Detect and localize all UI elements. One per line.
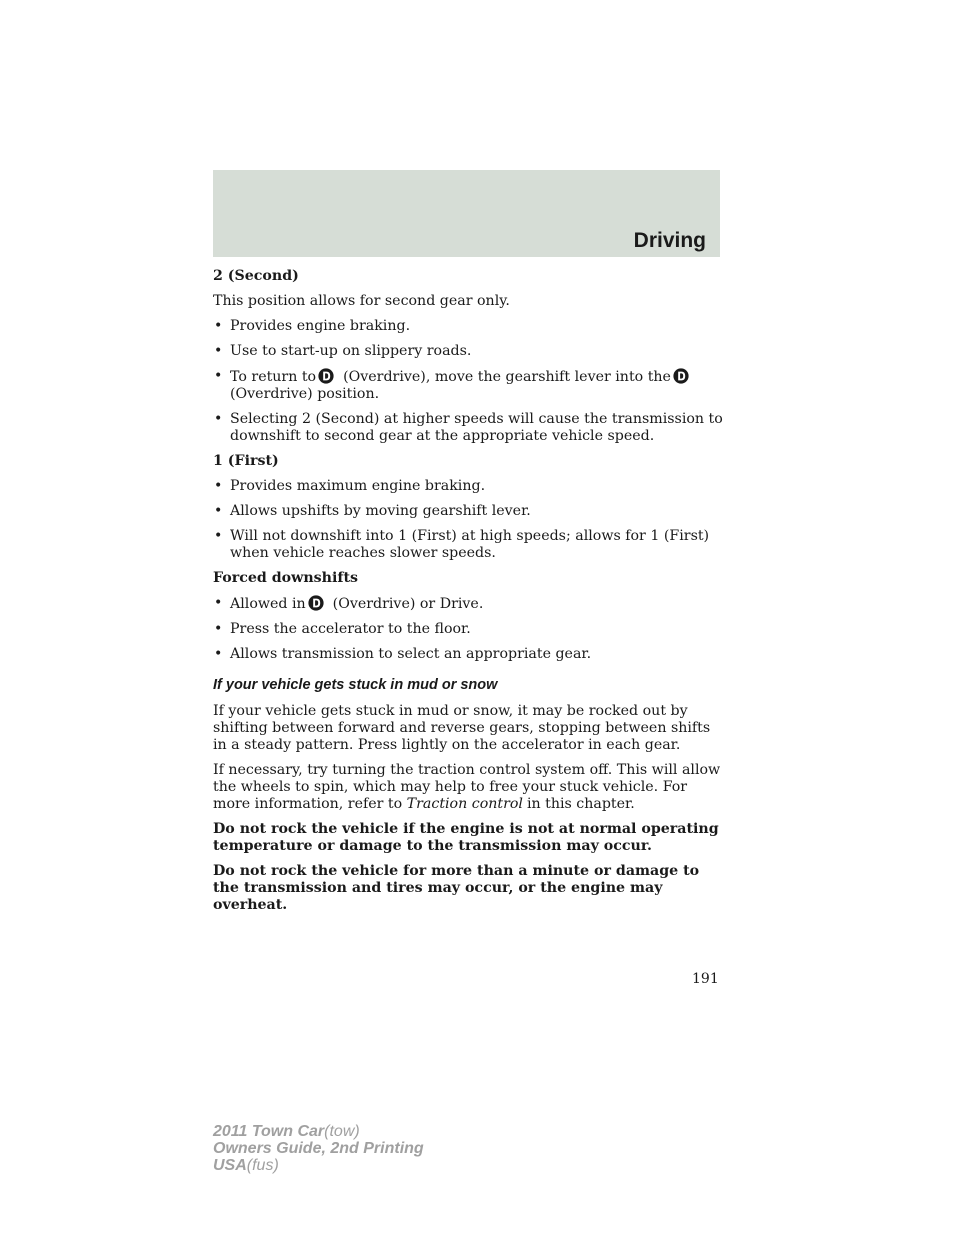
overdrive-icon: [318, 368, 334, 384]
second-intro: This position allows for second gear only.: [213, 293, 510, 309]
list-item: • To return to (Overdrive), move the gearshift lever into the (Overdrive) position.: [213, 368, 723, 403]
footer-guide-line: Owners Guide, 2nd Printing: [213, 1140, 424, 1157]
list-item: • Allowed in (Overdrive) or Drive.: [213, 595, 723, 613]
heading-forced-downshifts: Forced downshifts: [213, 570, 359, 586]
list-item: • Use to start-up on slippery roads.: [213, 343, 723, 360]
traction-control-reference: Traction control: [406, 796, 523, 812]
list-item: • Provides maximum engine braking.: [213, 478, 723, 495]
list-item: • Selecting 2 (Second) at higher speeds will cause the transmission to downshift to second gear at the appropriate vehicle speed.: [213, 411, 723, 445]
heading-first: 1 (First): [213, 453, 279, 469]
section-title: Driving: [633, 229, 706, 252]
forced-list: [213, 595, 723, 663]
list-item: • Press the accelerator to the floor.: [213, 621, 723, 638]
stuck-paragraph-1: If your vehicle gets stuck in mud or snow, it may be rocked out by shifting between forward and reverse gears, stopping between shifts in a steady pattern. Press lightly on the accelerator in each gear.: [213, 703, 711, 753]
stuck-paragraph-2: If necessary, try turning the traction control system off. This will allow the wheels to spin, which may help to free your stuck vehicle. For more information, refer to Traction control in this chapter.: [213, 762, 721, 812]
list-item: • Allows upshifts by moving gearshift lever.: [213, 503, 723, 520]
heading-stuck-in-mud: If your vehicle gets stuck in mud or snow: [213, 677, 498, 693]
section-header-band: [213, 170, 720, 257]
list-item: • Provides engine braking.: [213, 318, 723, 335]
second-list: [213, 318, 723, 445]
list-item: • Will not downshift into 1 (First) at high speeds; allows for 1 (First) when vehicle reaches slower speeds.: [213, 528, 723, 562]
list-item: • Allows transmission to select an appropriate gear.: [213, 646, 723, 663]
footer-model-line: 2011 Town Car(tow): [213, 1123, 360, 1140]
page-content: [213, 268, 723, 922]
first-list: [213, 478, 723, 562]
overdrive-icon: [673, 368, 689, 384]
document-footer: [213, 1123, 424, 1174]
page-number: 191: [692, 971, 719, 987]
heading-second: 2 (Second): [213, 268, 299, 284]
warning-rock-duration: Do not rock the vehicle for more than a minute or damage to the transmission and tires may occur, or the engine may overheat.: [213, 863, 700, 913]
overdrive-icon: [308, 595, 324, 611]
warning-engine-temperature: Do not rock the vehicle if the engine is not at normal operating temperature or damage to the transmission may occur.: [213, 821, 719, 854]
footer-market-line: USA(fus): [213, 1157, 279, 1174]
